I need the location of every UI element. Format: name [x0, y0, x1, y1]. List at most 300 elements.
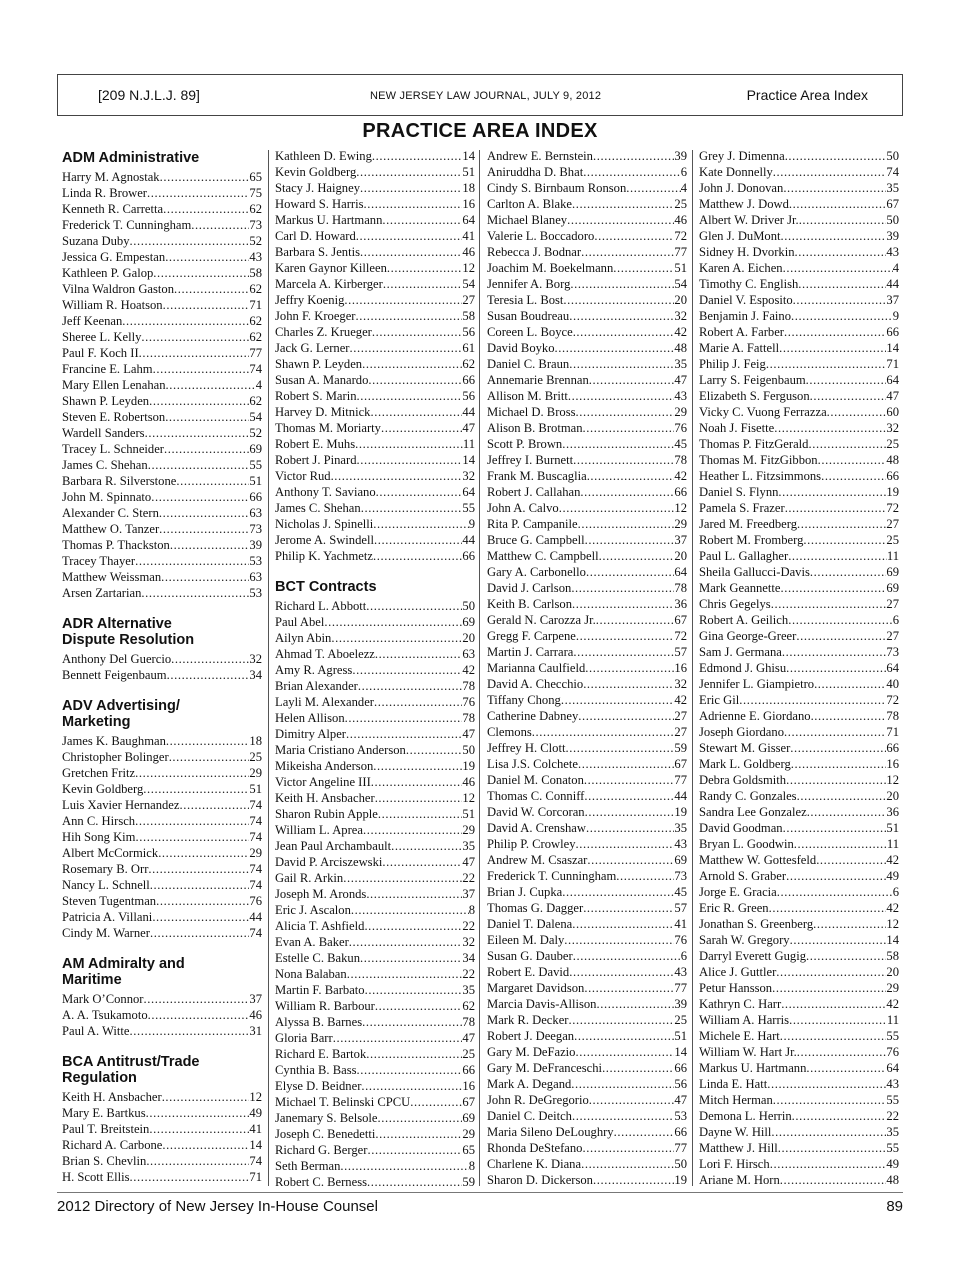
- index-entry: [62, 1153, 262, 1169]
- section-gap: [62, 683, 262, 696]
- dot-leader: [578, 516, 675, 532]
- section-gap: [62, 1039, 262, 1052]
- entry-name: Robert M. Fromberg: [699, 533, 804, 547]
- entry-name: Anthony T. Saviano: [275, 485, 376, 499]
- entry-name: H. Scott Ellis: [62, 1169, 130, 1184]
- entry-page: 22: [462, 966, 475, 981]
- entry-page: 59: [462, 1174, 475, 1189]
- entry-name: John A. Calvo: [487, 501, 559, 515]
- entry-name: Jean Paul Archambault: [275, 838, 392, 853]
- entry-name: Robert J. Deegan: [487, 1029, 575, 1043]
- entry-name: Susan A. Manardo: [275, 373, 369, 387]
- index-entry: [275, 164, 475, 180]
- entry-page: 76: [674, 933, 687, 947]
- entry-name: Daniel M. Conaton: [487, 773, 584, 787]
- index-entry: [275, 598, 475, 614]
- entry-page: 67: [462, 1094, 475, 1109]
- dot-leader: [349, 340, 462, 356]
- dot-leader: [793, 292, 887, 308]
- index-entry: [275, 500, 475, 516]
- index-entry: [699, 1060, 899, 1076]
- dot-leader: [355, 436, 463, 452]
- entry-page: 77: [249, 345, 262, 360]
- entry-name: Benjamin J. Faino: [699, 309, 791, 323]
- dot-leader: [589, 1092, 675, 1108]
- entry-name: Demona L. Herrin: [699, 1109, 792, 1123]
- index-entry: [487, 660, 687, 676]
- dot-leader: [357, 1062, 463, 1078]
- entry-name: Robert E. David: [487, 965, 570, 979]
- entry-name: Kevin Goldberg: [62, 781, 144, 796]
- dot-leader: [562, 884, 674, 900]
- index-entry: [487, 836, 687, 852]
- entry-page: 6: [680, 165, 687, 179]
- dot-leader: [148, 1007, 250, 1023]
- dot-leader: [180, 797, 250, 813]
- dot-leader: [372, 148, 463, 164]
- entry-page: 55: [249, 457, 262, 472]
- entry-name: David Boyko: [487, 341, 555, 355]
- index-entry: [62, 457, 262, 473]
- entry-name: Petur Hansson: [699, 981, 773, 995]
- entry-page: 71: [249, 1169, 262, 1184]
- dot-leader: [578, 708, 674, 724]
- entry-page: 35: [462, 982, 475, 997]
- entry-page: 42: [886, 901, 899, 915]
- entry-page: 16: [462, 1078, 475, 1093]
- entry-name: Arsen Zartarian: [62, 585, 142, 600]
- index-entry: [487, 516, 687, 532]
- entry-name: Maria Sileno DeLoughry: [487, 1125, 614, 1139]
- index-entry: [62, 505, 262, 521]
- index-entry: [487, 580, 687, 596]
- entry-name: Jeffrey H. Clott: [487, 741, 566, 755]
- entry-page: 62: [249, 329, 262, 344]
- entry-name: Allison M. Britt: [487, 389, 568, 403]
- entry-page: 58: [462, 309, 475, 323]
- entry-name: Matthew J. Hill: [699, 1141, 778, 1155]
- dot-leader: [569, 308, 674, 324]
- dot-leader: [324, 614, 462, 630]
- entry-name: Jack G. Lerner: [275, 341, 350, 355]
- entry-name: Linda E. Hatt: [699, 1077, 768, 1091]
- entry-page: 64: [886, 661, 899, 675]
- index-entry: [62, 329, 262, 345]
- dot-leader: [166, 377, 256, 393]
- dot-leader: [576, 404, 675, 420]
- entry-name: Joachim M. Boekelmann: [487, 261, 614, 275]
- index-entry: [699, 948, 899, 964]
- entry-name: A. A. Tsukamoto: [62, 1007, 148, 1022]
- index-entry: [699, 900, 899, 916]
- entry-page: 14: [886, 933, 899, 947]
- index-entry: [487, 1172, 687, 1188]
- dot-leader: [135, 553, 249, 569]
- entry-page: 53: [249, 553, 262, 568]
- index-entry: [62, 1105, 262, 1121]
- dot-leader: [789, 196, 887, 212]
- index-entry: [487, 196, 687, 212]
- entry-page: 47: [462, 854, 475, 869]
- dot-leader: [585, 532, 675, 548]
- entry-name: Mark O’Connor: [62, 991, 144, 1006]
- section-heading-line: BCT Contracts: [275, 579, 377, 595]
- entry-page: 40: [886, 677, 899, 691]
- section-gap: [62, 941, 262, 954]
- index-entry: [275, 694, 475, 710]
- entry-page: 77: [674, 981, 687, 995]
- index-entry: [62, 201, 262, 217]
- entry-page: 78: [462, 1014, 475, 1029]
- entry-page: 72: [674, 229, 687, 243]
- entry-page: 27: [674, 725, 687, 739]
- dot-leader: [174, 281, 249, 297]
- index-entry: [699, 1044, 899, 1060]
- entry-name: Sharon Rubin Apple: [275, 806, 378, 821]
- entry-page: 22: [462, 918, 475, 933]
- entry-name: Helen Allison: [275, 710, 345, 725]
- entry-page: 66: [674, 485, 687, 499]
- index-entry: [487, 484, 687, 500]
- entry-page: 11: [462, 437, 475, 451]
- entry-page: 25: [674, 197, 687, 211]
- dot-leader: [584, 788, 674, 804]
- entry-page: 49: [886, 869, 899, 883]
- entry-name: Susan Boudreau: [487, 309, 570, 323]
- entry-page: 45: [674, 437, 687, 451]
- entry-name: Pamela S. Frazer: [699, 501, 785, 515]
- entry-page: 51: [462, 806, 475, 821]
- dot-leader: [769, 900, 887, 916]
- section-label: Practice Area Index: [746, 87, 868, 103]
- entry-name: Daniel C. Deitch: [487, 1109, 572, 1123]
- entry-page: 19: [674, 805, 687, 819]
- entry-name: Thomas M. FitzGibbon: [699, 453, 818, 467]
- index-entry: [487, 756, 687, 772]
- entry-page: 32: [462, 469, 475, 483]
- entry-name: Arnold S. Graber: [699, 869, 787, 883]
- entry-name: Rhonda DeStefano: [487, 1141, 583, 1155]
- index-entry: [699, 644, 899, 660]
- index-entry: [275, 244, 475, 260]
- section-heading-line: BCA Antitrust/Trade: [62, 1053, 200, 1070]
- entry-page: 27: [886, 629, 899, 643]
- entry-page: 20: [886, 965, 899, 979]
- index-entry: [699, 916, 899, 932]
- entry-name: Valerie L. Boccadoro: [487, 229, 595, 243]
- dot-leader: [331, 630, 462, 646]
- entry-page: 39: [249, 537, 262, 552]
- dot-leader: [586, 564, 674, 580]
- entry-page: 36: [886, 805, 899, 819]
- entry-name: Kathleen D. Ewing: [275, 149, 372, 163]
- dot-leader: [776, 964, 886, 980]
- entry-page: 35: [462, 838, 475, 853]
- entry-page: 11: [886, 1013, 899, 1027]
- entry-name: Grey J. Dimenna: [699, 149, 785, 163]
- index-entry: [487, 228, 687, 244]
- dot-leader: [572, 916, 674, 932]
- entry-name: Robert J. Callahan: [487, 485, 581, 499]
- entry-page: 29: [674, 517, 687, 531]
- index-entry: [62, 569, 262, 585]
- entry-name: Charles Z. Krueger: [275, 325, 372, 339]
- entry-page: 69: [249, 441, 262, 456]
- entry-name: Marcia Davis-Allison: [487, 997, 597, 1011]
- dot-leader: [370, 404, 462, 420]
- entry-page: 50: [462, 742, 475, 757]
- entry-page: 46: [674, 213, 687, 227]
- index-entry: [699, 420, 899, 436]
- entry-name: Karen A. Eichen: [699, 261, 783, 275]
- entry-name: Barbara R. Silverstone: [62, 473, 177, 488]
- dot-leader: [150, 925, 249, 941]
- dot-leader: [356, 164, 462, 180]
- dot-leader: [372, 324, 463, 340]
- dot-leader: [786, 660, 886, 676]
- index-entry: [62, 861, 262, 877]
- entry-page: 8: [468, 1158, 475, 1173]
- entry-page: 34: [462, 950, 475, 965]
- dot-leader: [149, 393, 249, 409]
- index-entry: [487, 596, 687, 612]
- entry-page: 67: [674, 757, 687, 771]
- entry-page: 66: [674, 1125, 687, 1139]
- index-entry: [699, 164, 899, 180]
- entry-name: Albert McCormick: [62, 845, 159, 860]
- entry-page: 66: [886, 469, 899, 483]
- index-entry: [275, 1142, 475, 1158]
- index-entry: [487, 324, 687, 340]
- entry-name: Kathleen P. Galop: [62, 265, 154, 280]
- entry-page: 6: [892, 885, 899, 899]
- index-entry: [487, 1124, 687, 1140]
- index-column-1: [62, 148, 262, 1185]
- index-entry: [62, 169, 262, 185]
- entry-page: 74: [886, 165, 899, 179]
- index-entry: [275, 934, 475, 950]
- index-entry: [699, 852, 899, 868]
- entry-name: Darryl Everett Gugig: [699, 949, 807, 963]
- entry-name: Steven Tugentman: [62, 893, 157, 908]
- entry-page: 19: [462, 758, 475, 773]
- dot-leader: [366, 598, 462, 614]
- dot-leader: [362, 1014, 462, 1030]
- entry-page: 43: [249, 249, 262, 264]
- entry-page: 20: [886, 789, 899, 803]
- dot-leader: [568, 388, 675, 404]
- dot-leader: [564, 932, 674, 948]
- index-entry: [699, 148, 899, 164]
- dot-leader: [795, 244, 887, 260]
- entry-page: 14: [462, 149, 475, 163]
- index-entry: [275, 982, 475, 998]
- index-entry: [62, 765, 262, 781]
- entry-name: Sheila Gallucci-Davis: [699, 565, 810, 579]
- index-entry: [275, 388, 475, 404]
- entry-page: 73: [249, 521, 262, 536]
- dot-leader: [739, 692, 886, 708]
- dot-leader: [129, 1023, 249, 1039]
- index-entry: [275, 148, 475, 164]
- dot-leader: [135, 829, 249, 845]
- journal-date: NEW JERSEY LAW JOURNAL, JULY 9, 2012: [370, 90, 602, 102]
- index-entry: [487, 1076, 687, 1092]
- entry-name: Jeffrey I. Burnett: [487, 453, 574, 467]
- dot-leader: [360, 950, 462, 966]
- dot-leader: [794, 836, 887, 852]
- entry-page: 77: [674, 245, 687, 259]
- entry-name: Christopher Bolinger: [62, 749, 169, 764]
- entry-page: 12: [674, 501, 687, 515]
- dot-leader: [771, 1124, 886, 1140]
- index-entry: [487, 948, 687, 964]
- index-entry: [62, 185, 262, 201]
- entry-page: 51: [886, 821, 899, 835]
- entry-name: Seth Berman: [275, 1158, 341, 1173]
- entry-name: Linda R. Brower: [62, 185, 147, 200]
- index-entry: [275, 998, 475, 1014]
- index-entry: [699, 548, 899, 564]
- dot-leader: [572, 196, 674, 212]
- entry-page: 69: [886, 581, 899, 595]
- dot-leader: [788, 548, 887, 564]
- entry-page: 71: [249, 297, 262, 312]
- dot-leader: [378, 806, 463, 822]
- index-entry: [487, 244, 687, 260]
- entry-page: 41: [674, 917, 687, 931]
- entry-page: 39: [674, 149, 687, 163]
- index-entry: [62, 909, 262, 925]
- entry-page: 58: [249, 265, 262, 280]
- entry-page: 44: [886, 277, 899, 291]
- entry-name: Robert E. Muhs: [275, 437, 356, 451]
- entry-name: Thomas P. Thackston: [62, 537, 170, 552]
- index-entry: [699, 324, 899, 340]
- entry-name: Martin F. Barbato: [275, 982, 365, 997]
- entry-page: 51: [674, 261, 687, 275]
- entry-name: Joseph Giordano: [699, 725, 784, 739]
- index-entry: [487, 276, 687, 292]
- entry-name: Alexander C. Stern: [62, 505, 159, 520]
- index-entry: [699, 1172, 899, 1188]
- entry-page: 75: [249, 185, 262, 200]
- entry-name: Mikeisha Anderson: [275, 758, 374, 773]
- dot-leader: [780, 1172, 887, 1188]
- entry-page: 43: [886, 245, 899, 259]
- entry-name: Matthew Weissman: [62, 569, 162, 584]
- entry-page: 54: [249, 409, 262, 424]
- entry-page: 47: [462, 726, 475, 741]
- entry-name: John F. Kroeger: [275, 309, 356, 323]
- entry-name: Brian J. Cupka: [487, 885, 563, 899]
- dot-leader: [827, 404, 887, 420]
- entry-name: Gail R. Arkin: [275, 870, 344, 885]
- entry-name: Daniel V. Esposito: [699, 293, 793, 307]
- index-entry: [62, 441, 262, 457]
- index-entry: [487, 692, 687, 708]
- dot-leader: [381, 420, 462, 436]
- entry-page: 63: [462, 646, 475, 661]
- entry-name: Paul Abel: [275, 614, 325, 629]
- index-entry: [275, 292, 475, 308]
- entry-page: 64: [462, 485, 475, 499]
- dot-leader: [169, 749, 250, 765]
- entry-name: David P. Arciszewski: [275, 854, 383, 869]
- index-entry: [487, 452, 687, 468]
- entry-name: Tracey Thayer: [62, 553, 136, 568]
- index-entry: [275, 902, 475, 918]
- index-entry: [699, 788, 899, 804]
- dot-leader: [797, 788, 887, 804]
- entry-name: Noah J. Fisette: [699, 421, 775, 435]
- dot-leader: [784, 724, 886, 740]
- entry-name: Matthew J. Dowd: [699, 197, 789, 211]
- entry-name: Dimitry Alper: [275, 726, 347, 741]
- index-entry: [487, 260, 687, 276]
- entry-name: Stacy J. Haigney: [275, 181, 360, 195]
- entry-page: 27: [886, 517, 899, 531]
- index-entry: [487, 804, 687, 820]
- entry-name: David A. Crenshaw: [487, 821, 586, 835]
- entry-name: Estelle C. Bakun: [275, 950, 360, 965]
- dot-leader: [785, 148, 887, 164]
- entry-name: Thomas P. FitzGerald: [699, 437, 809, 451]
- column-divider: [692, 150, 693, 1186]
- dot-leader: [130, 1169, 250, 1185]
- entry-name: Mark R. Decker: [487, 1013, 569, 1027]
- dot-leader: [562, 436, 674, 452]
- index-entry: [699, 340, 899, 356]
- index-entry: [487, 404, 687, 420]
- index-entry: [487, 1140, 687, 1156]
- dot-leader: [356, 308, 463, 324]
- index-entry: [699, 1108, 899, 1124]
- dot-leader: [375, 646, 463, 662]
- entry-page: 78: [674, 453, 687, 467]
- entry-name: Hih Song Kim: [62, 829, 136, 844]
- entry-page: 42: [674, 325, 687, 339]
- entry-name: Paul F. Koch II: [62, 345, 139, 360]
- dot-leader: [569, 964, 674, 980]
- dot-leader: [786, 772, 886, 788]
- entry-page: 53: [674, 1109, 687, 1123]
- dot-leader: [573, 948, 681, 964]
- section-heading: [62, 614, 262, 649]
- entry-page: 46: [462, 774, 475, 789]
- dot-leader: [364, 196, 463, 212]
- entry-page: 47: [462, 1030, 475, 1045]
- dot-leader: [585, 804, 675, 820]
- index-entry: [487, 644, 687, 660]
- entry-name: Matthew W. Gottesfeld: [699, 853, 817, 867]
- entry-name: Ailyn Abin: [275, 630, 332, 645]
- index-entry: [487, 212, 687, 228]
- index-entry: [487, 356, 687, 372]
- dot-leader: [360, 244, 462, 260]
- index-entry: [62, 813, 262, 829]
- index-entry: [487, 852, 687, 868]
- entry-page: 34: [249, 667, 262, 682]
- dot-leader: [366, 886, 462, 902]
- index-entry: [62, 585, 262, 601]
- entry-page: 72: [886, 693, 899, 707]
- dot-leader: [602, 1060, 674, 1076]
- dot-leader: [790, 740, 886, 756]
- dot-leader: [555, 340, 675, 356]
- index-entry: [699, 692, 899, 708]
- dot-leader: [599, 548, 675, 564]
